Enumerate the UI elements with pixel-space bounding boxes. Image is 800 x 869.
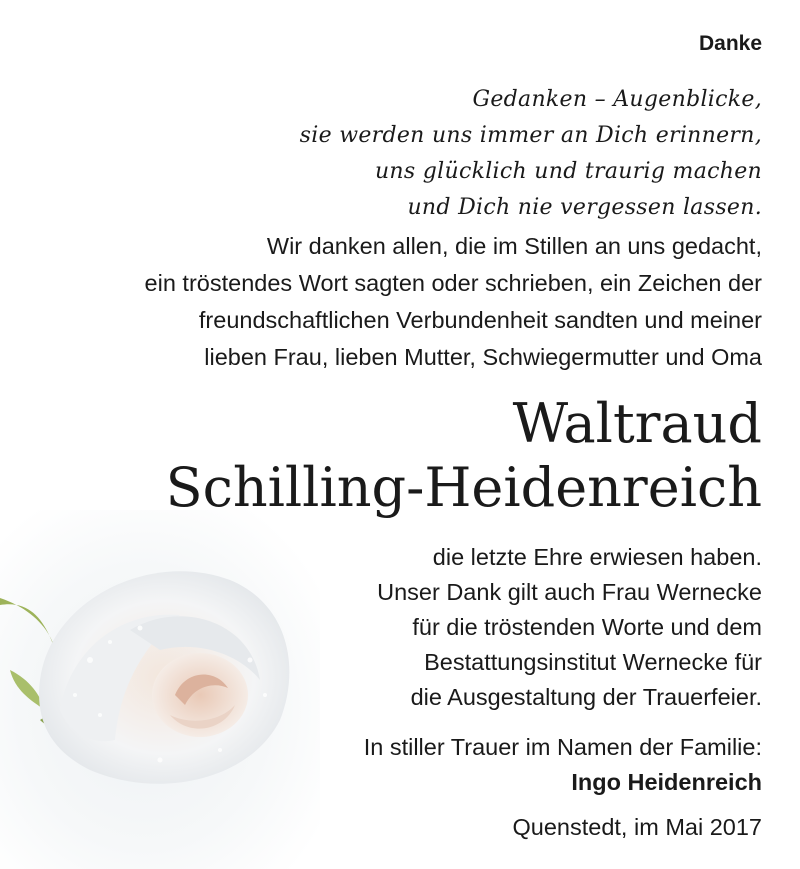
- poem-line: uns glücklich und traurig machen: [374, 159, 762, 184]
- intro-line: ein tröstendes Wort sagten oder schrieben, ein Zeichen der: [144, 270, 762, 296]
- thanks-line: die Ausgestaltung der Trauerfeier.: [410, 684, 762, 710]
- family-line: In stiller Trauer im Namen der Familie:: [363, 734, 762, 760]
- thanks-line: Unser Dank gilt auch Frau Wernecke: [377, 579, 762, 605]
- heading: Danke: [698, 32, 762, 55]
- intro-line: lieben Frau, lieben Mutter, Schwiegermutter und Oma: [204, 344, 762, 370]
- poem-line: und Dich nie vergessen lassen.: [407, 195, 762, 220]
- place-date: Quenstedt, im Mai 2017: [512, 814, 762, 840]
- thanks-line: die letzte Ehre erwiesen haben.: [432, 544, 762, 570]
- poem-line: Gedanken – Augenblicke,: [472, 87, 762, 112]
- intro-line: freundschaftlichen Verbundenheit sandten und meiner: [198, 307, 762, 333]
- poem: [300, 82, 762, 226]
- thanks-text: [377, 540, 762, 715]
- poem-line: sie werden uns immer an Dich erinnern,: [299, 123, 762, 148]
- first-name: Waltraud: [512, 392, 762, 455]
- signer-name: Ingo Heidenreich: [571, 769, 762, 795]
- white-rose-image: [0, 510, 320, 869]
- deceased-name: [166, 392, 762, 520]
- intro-line: Wir danken allen, die im Stillen an uns gedacht,: [266, 233, 762, 259]
- thanks-line: Bestattungsinstitut Wernecke für: [424, 649, 762, 675]
- intro-text: [145, 228, 762, 376]
- last-name: Schilling-Heidenreich: [165, 456, 762, 519]
- family-signature: [364, 730, 762, 800]
- thanks-line: für die tröstenden Worte und dem: [412, 614, 762, 640]
